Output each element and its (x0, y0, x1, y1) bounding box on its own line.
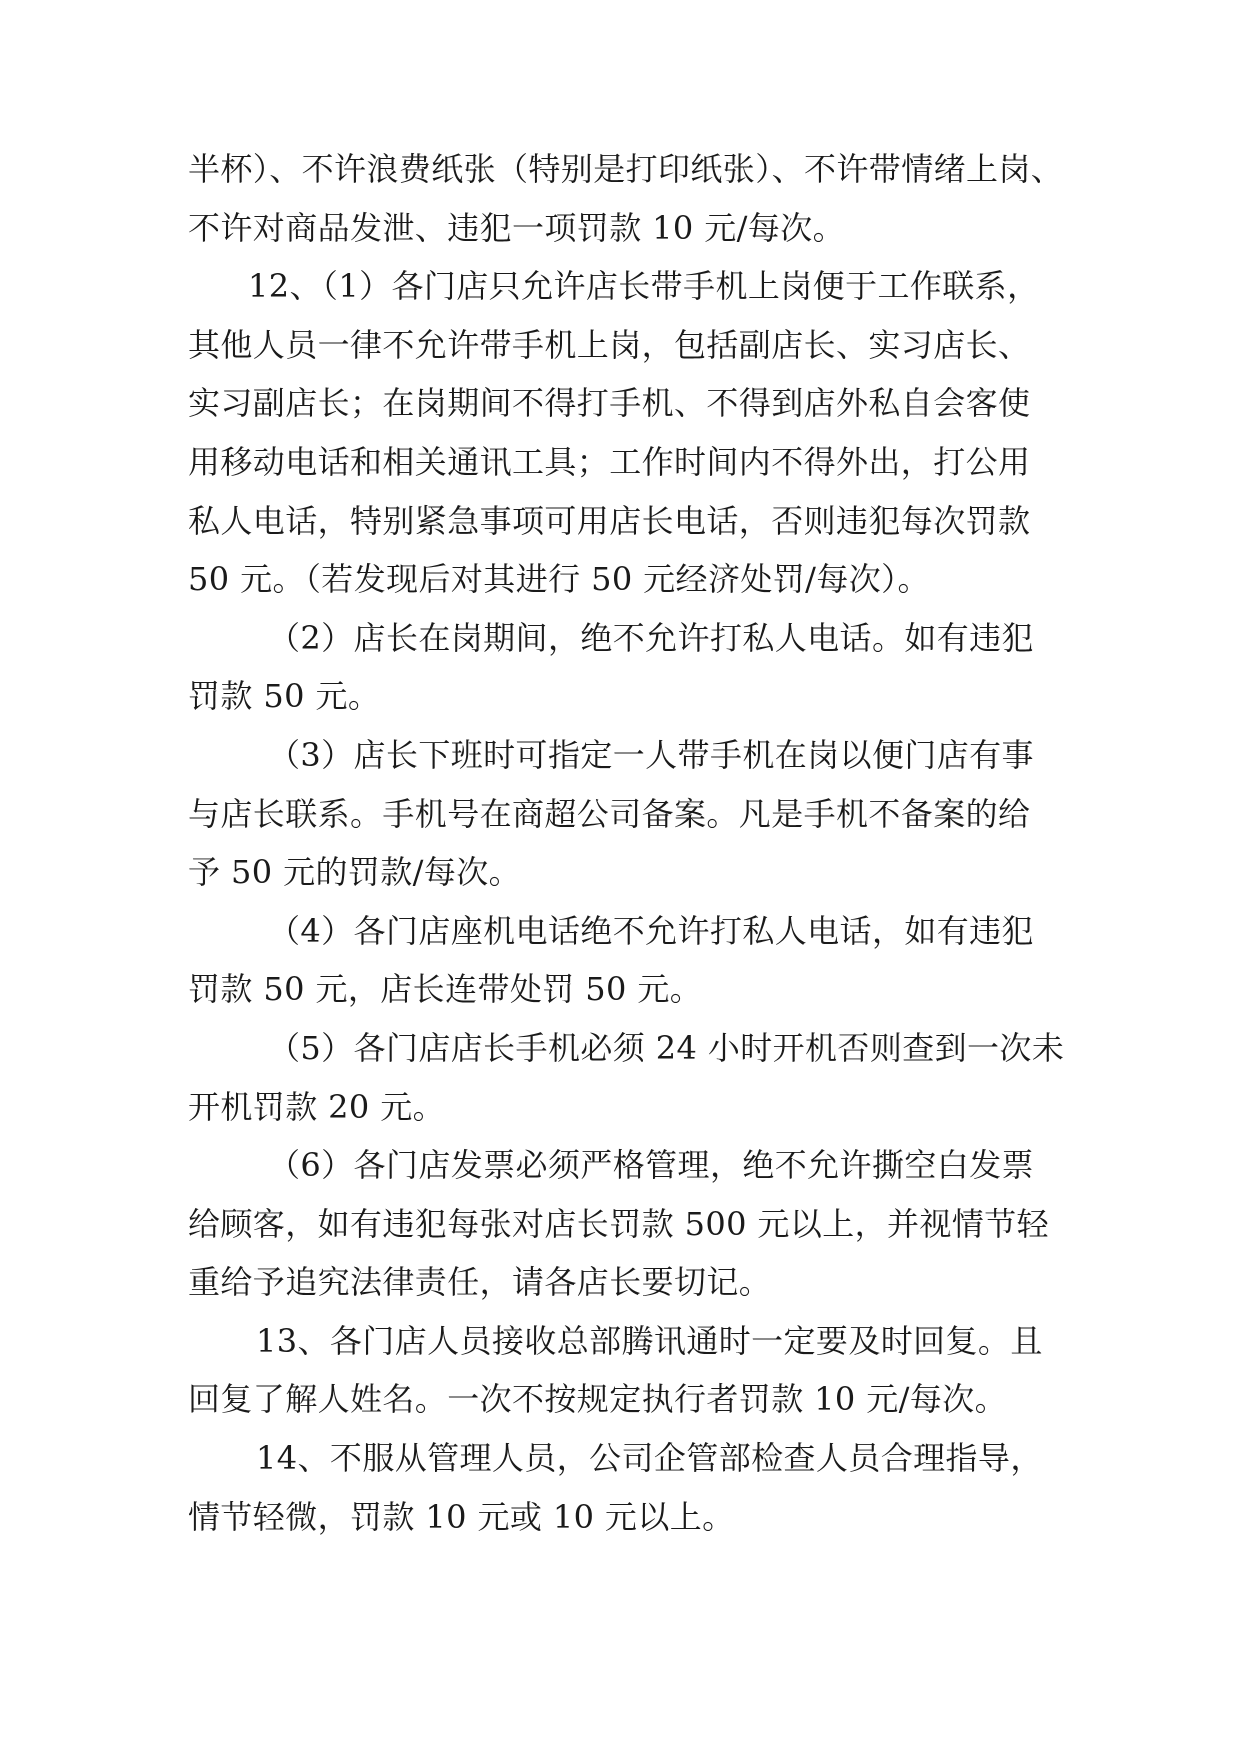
text-line: 不许对商品发泄、违犯一项罚款 10 元/每次。 (188, 208, 846, 247)
text-line: （4）各门店座机电话绝不允许打私人电话，如有违犯 (268, 911, 1034, 950)
text-line: 实习副店长；在岗期间不得打手机、不得到店外私自会客使 (188, 384, 1031, 423)
text-line: （3）店长下班时可指定一人带手机在岗以便门店有事 (268, 735, 1034, 774)
document-page (188, 140, 1065, 1546)
text-line: （6）各门店发票必须严格管理，绝不允许撕空白发票 (268, 1146, 1034, 1185)
text-line: 情节轻微，罚款 10 元或 10 元以上。 (188, 1497, 735, 1536)
text-line: 半杯）、不许浪费纸张（特别是打印纸张）、不许带情绪上岗、 (188, 150, 1064, 188)
text-line: 14、不服从管理人员，公司企管部检查人员合理指导， (256, 1439, 1043, 1478)
text-line: 其他人员一律不允许带手机上岗，包括副店长、实习店长、 (188, 325, 1031, 364)
text-line: 13、各门店人员接收总部腾讯通时一定要及时回复。且 (256, 1321, 1043, 1360)
text-line: 重给予追究法律责任，请各店长要切记。 (188, 1263, 772, 1302)
text-line: （5）各门店店长手机必须 24 小时开机否则查到一次未 (268, 1028, 1065, 1067)
text-line: 用移动电话和相关通讯工具；工作时间内不得外出，打公用 (188, 442, 1031, 481)
text-line: 予 50 元的罚款/每次。 (188, 853, 522, 892)
text-line: 12、（1）各门店只允许店长带手机上岗便于工作联系， (248, 267, 1040, 306)
text-line: 回复了解人姓名。一次不按规定执行者罚款 10 元/每次。 (188, 1380, 1008, 1419)
text-line: 与店长联系。手机号在商超公司备案。凡是手机不备案的给 (188, 794, 1031, 833)
text-line: 罚款 50 元。 (188, 677, 381, 716)
text-line: （2）店长在岗期间，绝不允许打私人电话。如有违犯 (268, 618, 1034, 657)
text-line: 私人电话，特别紧急事项可用店长电话，否则违犯每次罚款 (188, 501, 1031, 540)
text-line: 罚款 50 元，店长连带处罚 50 元。 (188, 970, 703, 1009)
text-line: 50 元。（若发现后对其进行 50 元经济处罚/每次）。 (188, 560, 930, 599)
text-line: 开机罚款 20 元。 (188, 1087, 446, 1126)
text-line: 给顾客，如有违犯每张对店长罚款 500 元以上，并视情节轻 (188, 1204, 1050, 1243)
